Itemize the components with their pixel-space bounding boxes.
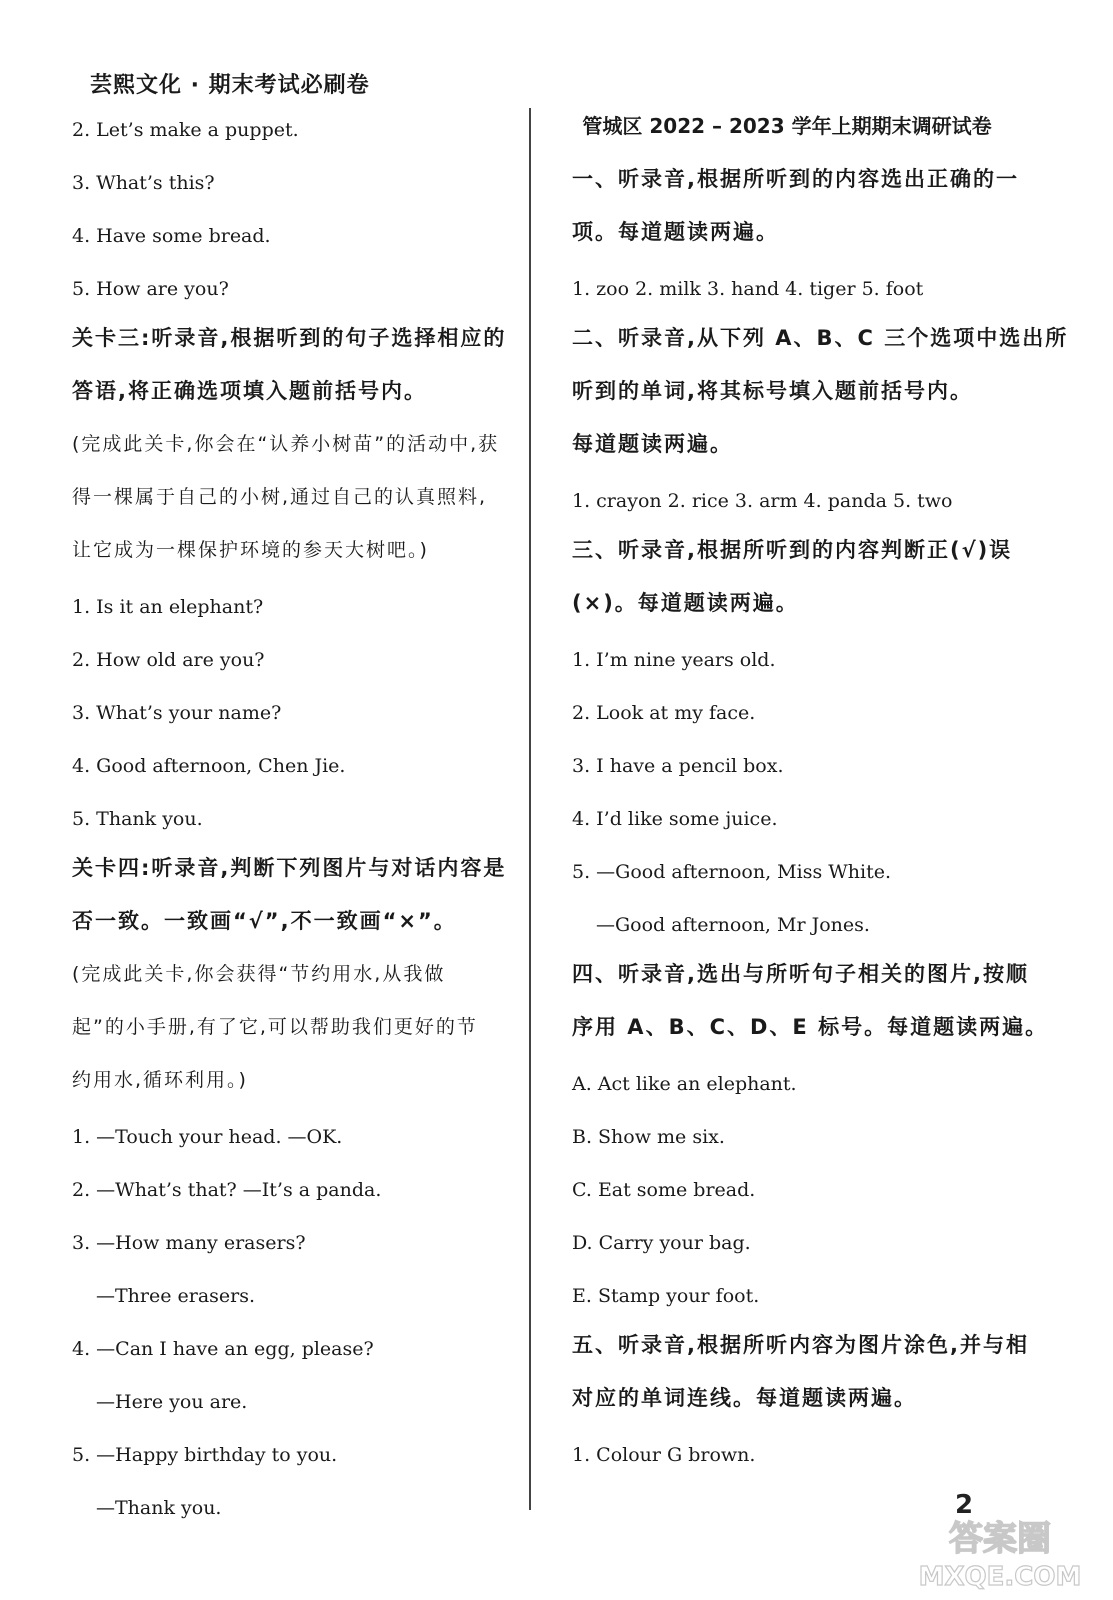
- right-text-line: 项。每道题读两遍。: [572, 220, 779, 244]
- left-text-line: 5. How are you?: [72, 278, 229, 300]
- left-text-line: —Three erasers.: [96, 1285, 256, 1307]
- right-text-line: 1. zoo 2. milk 3. hand 4. tiger 5. foot: [572, 278, 924, 300]
- left-text-line: 4. —Can I have an egg, please?: [72, 1338, 374, 1360]
- left-text-line: 2. How old are you?: [72, 649, 265, 671]
- right-text-line: 听到的单词,将其标号填入题前括号内。: [572, 379, 973, 403]
- left-text-line: 否一致。一致画“√”,不一致画“×”。: [72, 909, 457, 933]
- page-header: 芸熙文化 · 期末考试必刷卷: [90, 73, 370, 98]
- right-text-line: 1. crayon 2. rice 3. arm 4. panda 5. two: [572, 490, 953, 512]
- left-text-line: 关卡四:听录音,判断下列图片与对话内容是: [72, 856, 507, 880]
- column-divider: [529, 108, 531, 1510]
- left-text-line: 5. Thank you.: [72, 808, 203, 830]
- left-text-line: 1. Is it an elephant?: [72, 596, 264, 618]
- right-text-line: 二、听录音,从下列 A、B、C 三个选项中选出所: [572, 326, 1069, 350]
- right-text-line: 一、听录音,根据所听到的内容选出正确的一: [572, 167, 1019, 191]
- right-text-line: 4. I’d like some juice.: [572, 808, 778, 830]
- right-text-line: A. Act like an elephant.: [572, 1073, 797, 1095]
- left-text-line: 约用水,循环利用。): [72, 1069, 248, 1091]
- left-text-line: 让它成为一棵保护环境的参天大树吧。): [72, 539, 429, 561]
- right-text-line: D. Carry your bag.: [572, 1232, 751, 1254]
- left-text-line: 2. Let’s make a puppet.: [72, 119, 299, 141]
- right-text-line: B. Show me six.: [572, 1126, 725, 1148]
- right-text-line: E. Stamp your foot.: [572, 1285, 760, 1307]
- svg-text:答案圈: 答案圈: [949, 1519, 1051, 1559]
- right-text-line: 对应的单词连线。每道题读两遍。: [572, 1386, 917, 1410]
- left-text-line: 答语,将正确选项填入题前括号内。: [72, 379, 427, 403]
- watermark-logo: [900, 1505, 1100, 1595]
- right-text-line: 序用 A、B、C、D、E 标号。每道题读两遍。: [572, 1015, 1049, 1039]
- left-text-line: 4. Good afternoon, Chen Jie.: [72, 755, 346, 777]
- left-text-line: —Thank you.: [96, 1497, 222, 1519]
- right-text-line: 四、听录音,选出与所听句子相关的图片,按顺: [572, 962, 1029, 986]
- right-text-line: 2. Look at my face.: [572, 702, 756, 724]
- right-text-line: (×)。每道题读两遍。: [572, 591, 799, 615]
- right-text-line: 1. I’m nine years old.: [572, 649, 776, 671]
- right-text-line: 5. —Good afternoon, Miss White.: [572, 861, 892, 883]
- right-text-line: —Good afternoon, Mr Jones.: [596, 914, 870, 936]
- right-text-line: 五、听录音,根据所听内容为图片涂色,并与相: [572, 1333, 1029, 1357]
- page-number: 2: [955, 1490, 974, 1520]
- right-text-line: 管城区 2022 – 2023 学年上期期末调研试卷: [582, 114, 992, 138]
- right-column: [572, 110, 1069, 1488]
- right-text-line: 3. I have a pencil box.: [572, 755, 784, 777]
- left-text-line: 关卡三:听录音,根据听到的句子选择相应的: [72, 326, 507, 350]
- left-text-line: 1. —Touch your head. —OK.: [72, 1126, 343, 1148]
- left-text-line: (完成此关卡,你会在“认养小树苗”的活动中,获: [72, 433, 500, 455]
- left-text-line: (完成此关卡,你会获得“节约用水,从我做: [72, 963, 446, 985]
- right-text-line: C. Eat some bread.: [572, 1179, 756, 1201]
- left-text-line: 3. What’s this?: [72, 172, 215, 194]
- right-text-line: 每道题读两遍。: [572, 432, 733, 456]
- left-text-line: 3. What’s your name?: [72, 702, 282, 724]
- right-text-line: 1. Colour G brown.: [572, 1444, 756, 1466]
- right-text-line: 三、听录音,根据所听到的内容判断正(√)误: [572, 538, 1013, 562]
- left-text-line: 3. —How many erasers?: [72, 1232, 306, 1254]
- left-text-line: 5. —Happy birthday to you.: [72, 1444, 338, 1466]
- left-text-line: 4. Have some bread.: [72, 225, 271, 247]
- left-text-line: 2. —What’s that? —It’s a panda.: [72, 1179, 382, 1201]
- left-column: [72, 110, 532, 1541]
- left-text-line: —Here you are.: [96, 1391, 248, 1413]
- svg-text:MXQE.COM: MXQE.COM: [918, 1562, 1082, 1592]
- left-text-line: 起”的小手册,有了它,可以帮助我们更好的节: [72, 1016, 478, 1038]
- left-text-line: 得一棵属于自己的小树,通过自己的认真照料,: [72, 486, 488, 508]
